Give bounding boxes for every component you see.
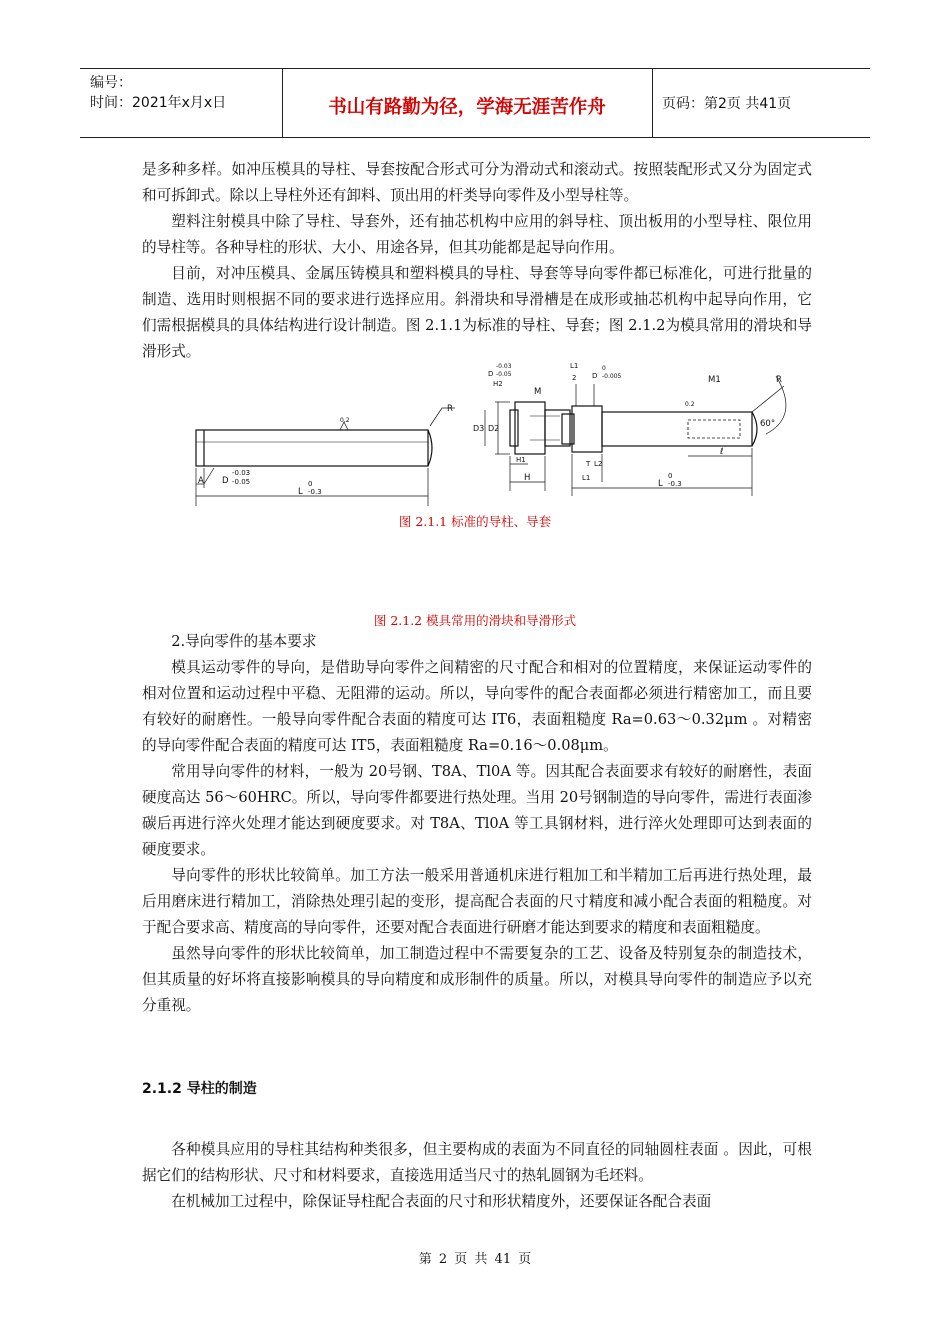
label-l1-frac: L1 xyxy=(570,362,579,370)
label-h: H xyxy=(524,473,531,483)
label-l-right-zero: 0 xyxy=(668,472,673,480)
guide-bushing-collar xyxy=(515,402,545,454)
subheading: 2.导向零件的基本要求 xyxy=(171,633,317,650)
paragraph: 常用导向零件的材料，一般为 20号钢、T8A、Tl0A 等。因其配合表面要求有较好的耐磨性，表面硬度高达 56～60HRC。所以，导向零件都要进行热处理。当用 20号钢制造的导向零件，需进行表面渗碳后再进行淬火处理才能达到硬度要求。对 T8A、Tl0A 等工具钢材料，进行淬火处理即可达到表面的硬度要求。 xyxy=(142,763,812,858)
shouldered-pillar-body xyxy=(602,412,752,446)
label-r-right: R xyxy=(776,375,782,385)
header-motto-cell xyxy=(282,69,653,137)
label-l-left: L xyxy=(298,487,303,497)
label-d3-tol-upper: 0 xyxy=(602,365,606,372)
label-d2-tol-upper: -0.03 xyxy=(496,363,512,370)
section-heading: 2.1.2 导柱的制造 xyxy=(142,1081,257,1097)
label-ell: ℓ xyxy=(720,447,724,457)
label-d3-tol-lower: -0.005 xyxy=(602,373,622,380)
label-a: A xyxy=(198,476,204,486)
label-d-left: D xyxy=(222,476,229,486)
label-l-zero: 0 xyxy=(308,480,313,488)
label-roughness-right: 0.2 xyxy=(685,401,695,408)
label-l2: L2 xyxy=(594,460,603,468)
body-text-bottom xyxy=(142,1137,812,1215)
figure-caption-2: 图 2.1.2 模具常用的滑块和导滑形式 xyxy=(373,613,577,628)
label-m1: M1 xyxy=(708,375,721,385)
motto: 书山有路勤为径，学海无涯苦作舟 xyxy=(328,97,606,118)
label-l-right: L xyxy=(658,479,663,489)
paragraph: 是多种多样。如冲压模具的导柱、导套按配合形式可分为滑动式和滚动式。按照装配形式又分为固定式和可拆卸式。除以上导柱外还有卸料、顶出用的杆类导向零件及小型导柱等。 xyxy=(142,161,812,204)
label-l-tol: -0.3 xyxy=(308,488,322,496)
body-text-top xyxy=(142,157,812,365)
label-r-left: R xyxy=(447,404,453,414)
label-d2-tol-lower: -0.05 xyxy=(496,371,512,378)
label-t: T xyxy=(586,460,591,468)
label-d2: D2 xyxy=(488,424,500,433)
label-d-tol-lower: -0.05 xyxy=(232,478,251,486)
paragraph: 目前，对冲压模具、金属压铸模具和塑料模具的导柱、导套等导向零件都已标准化，可进行批量的制造、选用时则根据不同的要求进行选择应用。斜滑块和导滑槽是在成形或抽芯机构中起导向作用，它们需根据模具的具体结构进行设计制造。图 2.1.1为标准的导柱、导套；图 2.1.2为模具常用的滑块和导滑形式。 xyxy=(142,265,812,360)
label-h1: H1 xyxy=(516,456,526,464)
page-footer: 第 2 页 共 41 页 xyxy=(418,1252,532,1267)
label-two: 2 xyxy=(572,374,577,382)
shouldered-pillar-head xyxy=(572,406,602,452)
label-d-top: D xyxy=(488,370,494,378)
label-l1: L1 xyxy=(582,474,591,482)
label-m: M xyxy=(534,387,542,397)
header-info-cell xyxy=(80,69,283,137)
label-h2: H2 xyxy=(493,380,503,388)
paragraph: 模具运动零件的导向，是借助导向零件之间精密的尺寸配合和相对的位置精度，来保证运动零件的相对位置和运动过程中平稳、无阻滞的运动。所以，导向零件的配合表面都必须进行精密加工，而且要有较好的耐磨性。一般导向零件配合表面的精度可达 IT6，表面粗糙度 Ra=0.63～0.32μm 。对精密的导向零件配合表面的精度可达 IT5，表面粗糙度 Ra=0.16～0.08μm。 xyxy=(142,659,812,754)
time-label: 时间：2021年x月x日 xyxy=(90,95,227,111)
label-d-top-right: D xyxy=(592,372,598,380)
paragraph: 各种模具应用的导柱其结构种类很多，但主要构成的表面为不同直径的同轴圆柱表面 。因此，可根据它们的结构形状、尺寸和材料要求，直接选用适当尺寸的热轧圆钢为毛坯料。 xyxy=(142,1141,812,1184)
body-text-mid xyxy=(142,629,812,1019)
guide-pillar-body xyxy=(196,430,428,466)
paragraph: 导向零件的形状比较简单。加工方法一般采用普通机床进行粗加工和半精加工后再进行热处理，最后用磨床进行精加工，消除热处理引起的变形，提高配合表面的尺寸精度和减小配合表面的粗糙度。对于配合要求高、精度高的导向零件，还要对配合表面进行研磨才能达到要求的精度和表面粗糙度。 xyxy=(142,867,812,936)
header-page-cell xyxy=(652,69,870,137)
paragraph: 在机械加工过程中，除保证导柱配合表面的尺寸和形状精度外，还要保证各配合表面 xyxy=(171,1193,712,1210)
label-roughness-left: 0.2 xyxy=(340,417,350,424)
paragraph: 虽然导向零件的形状比较简单，加工制造过程中不需要复杂的工艺、设备及特别复杂的制造技术，但其质量的好坏将直接影响模具的导向精度和成形制件的质量。所以，对模具导向零件的制造应予以充分重视。 xyxy=(142,945,812,1014)
code-label: 编号： xyxy=(90,75,132,91)
label-d3: D3 xyxy=(473,424,485,433)
label-l-right-tol: -0.3 xyxy=(668,480,682,488)
guide-pillar-drawing xyxy=(180,356,820,506)
page-info: 页码：第2页 共41页 xyxy=(662,96,792,112)
label-angle: 60° xyxy=(760,419,776,429)
document-header xyxy=(80,68,870,138)
paragraph: 塑料注射模具中除了导柱、导套外，还有抽芯机构中应用的斜导柱、顶出板用的小型导柱、限位用的导柱等。各种导柱的形状、大小、用途各异，但其功能都是起导向作用。 xyxy=(142,213,812,256)
figure-caption-1: 图 2.1.1 标准的导柱、导套 xyxy=(398,514,552,529)
label-d-tol-upper: -0.03 xyxy=(232,469,251,477)
